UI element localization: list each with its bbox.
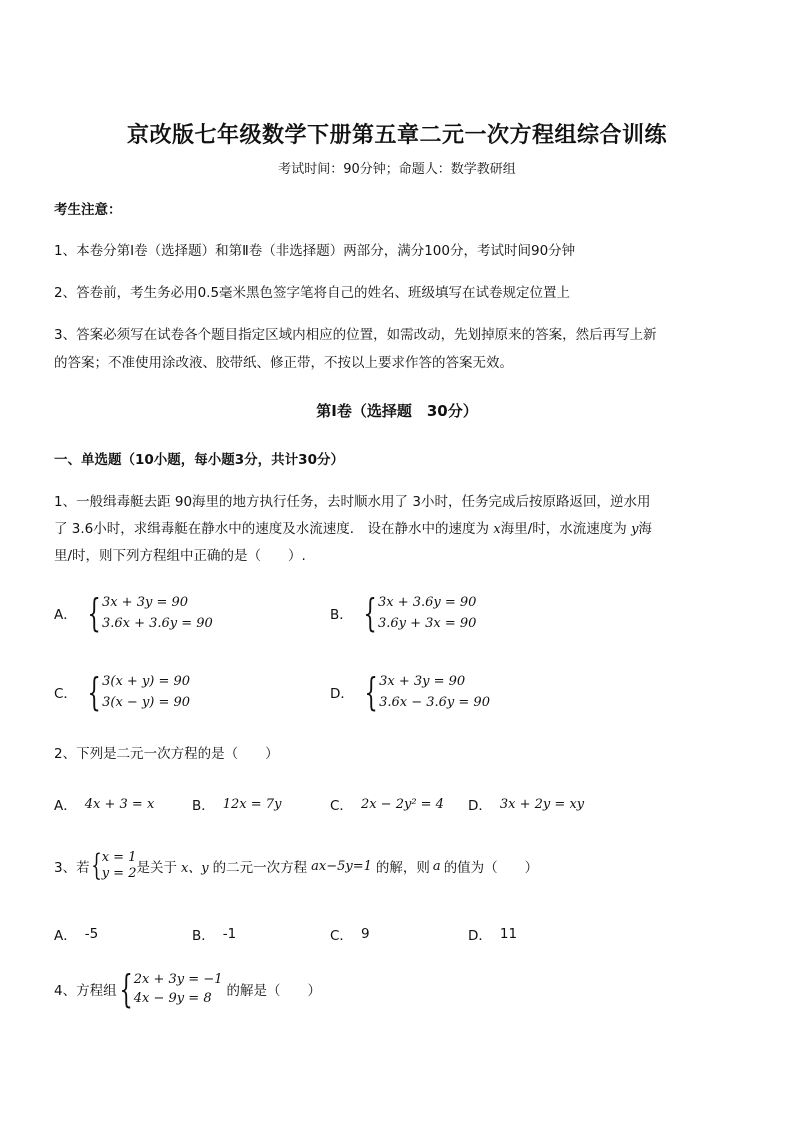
q1-option-a-eq2: 3.6x + 3.6y = 90 — [101, 616, 213, 631]
q1-line-2 — [54, 515, 744, 544]
q2-option-c-eq: 2x − 2y² = 4 — [360, 796, 444, 812]
q3-equation: ax−5y=1 — [311, 858, 372, 874]
exam-info: 考试时间：90分钟；命题人：数学教研组 — [278, 162, 516, 177]
q1-option-c[interactable] — [54, 671, 190, 713]
notice-item-1: 1、本卷分第Ⅰ卷（选择题）和第Ⅱ卷（非选择题）两部分，满分100分，考试时间90分钟 — [54, 243, 576, 259]
q1-line-2-text-c: 海 — [638, 521, 652, 537]
q1-option-a-eq1: 3x + 3y = 90 — [101, 595, 189, 610]
q3-option-b-label: B． — [192, 928, 215, 944]
q4-suffix: 的解是（ ） — [226, 983, 321, 999]
q1-option-b-system — [361, 592, 477, 634]
q4-prefix: 4、方程组 — [54, 983, 117, 999]
q4-eq1: 2x + 3y = −1 — [133, 972, 223, 987]
q3-option-a-value: -5 — [84, 926, 99, 942]
q1-option-b-eq2: 3.6y + 3x = 90 — [377, 616, 477, 631]
q1-line-1: 1、一般缉毒艇去距 90海里的地方执行任务，去时顺水用了 3小时，任务完成后按原路返回，逆水用 — [54, 494, 651, 510]
q1-option-d[interactable] — [330, 671, 490, 713]
q2-option-d[interactable] — [468, 794, 584, 814]
q3-text-a: 是关于 — [136, 860, 177, 876]
q1-option-b[interactable] — [330, 592, 476, 634]
q1-option-d-eq1: 3x + 3y = 90 — [379, 674, 466, 689]
q1-option-b-label: B． — [330, 607, 353, 623]
q2-option-a-label: A． — [54, 798, 77, 814]
q3-eq1: x = 1 — [101, 850, 137, 865]
page-title: 京改版七年级数学下册第五章二元一次方程组综合训练 — [126, 122, 667, 148]
q4-eq2: 4x − 9y = 8 — [133, 991, 212, 1006]
q2-option-d-label: D． — [468, 798, 492, 814]
q1-option-b-eq1: 3x + 3.6y = 90 — [377, 595, 477, 610]
notice-item-3: 3、答案必须写在试卷各个题目指定区域内相应的位置，如需改动，先划掉原来的答案，然后再写上新 — [54, 327, 657, 343]
notice-item-2: 2、答卷前，考生务必用0.5毫米黑色签字笔将自己的姓名、班级填写在试卷规定位置上 — [54, 285, 571, 301]
q2-option-d-eq: 3x + 2y = xy — [499, 796, 585, 812]
q3-text-d: 的值为（ ） — [443, 860, 539, 876]
q2-option-b[interactable] — [192, 794, 281, 814]
q2-option-a-eq: 4x + 3 = x — [84, 796, 155, 812]
q3-text-c: 的解，则 — [375, 860, 430, 876]
q3-option-b[interactable] — [192, 924, 236, 944]
brace-icon: { — [87, 670, 101, 714]
q3-option-d-value: 11 — [499, 926, 518, 942]
q3-option-b-value: -1 — [222, 926, 237, 942]
q3-option-d-label: D． — [468, 928, 492, 944]
q4-system — [117, 967, 223, 1011]
q3-option-c-label: C． — [330, 928, 353, 944]
q2-stem: 2、下列是二元一次方程的是（ ） — [54, 746, 279, 762]
q3-option-c[interactable] — [330, 924, 370, 944]
q3-vars: x、y — [180, 860, 209, 876]
q3-option-d[interactable] — [468, 924, 517, 944]
q2-option-c[interactable] — [330, 794, 444, 814]
q1-var-y: y — [631, 522, 639, 537]
brace-icon: { — [364, 670, 378, 714]
q3-prefix: 3、若 — [54, 860, 90, 876]
brace-icon: { — [90, 848, 102, 883]
q1-line-2-text: 了 3.6小时，求缉毒艇在静水中的速度及水流速度． 设在静水中的速度为 — [54, 521, 490, 537]
q3-option-c-value: 9 — [360, 926, 370, 942]
brace-icon: { — [119, 967, 133, 1011]
q1-option-d-label: D． — [330, 686, 354, 702]
q3-stem — [54, 850, 538, 882]
notice-item-3-cont: 的答案；不准使用涂改液、胶带纸、修正带，不按以上要求作答的答案无效。 — [54, 355, 513, 371]
q1-option-c-label: C． — [54, 686, 77, 702]
q1-line-3: 里/时，则下列方程组中正确的是（ ）. — [54, 548, 306, 564]
q1-option-a-system — [85, 592, 213, 634]
q3-var-a: a — [432, 858, 441, 874]
q1-option-a-label: A． — [54, 607, 77, 623]
q1-var-x: x — [493, 522, 501, 537]
brace-icon: { — [87, 591, 101, 635]
q2-option-b-eq: 12x = 7y — [222, 796, 282, 812]
q3-option-a-label: A． — [54, 928, 77, 944]
q1-option-d-system — [362, 671, 490, 713]
q1-line-2-text-b: 海里/时，水流速度为 — [500, 521, 627, 537]
q1-option-d-eq2: 3.6x − 3.6y = 90 — [379, 695, 490, 710]
q1-option-a[interactable] — [54, 592, 213, 634]
brace-icon: { — [363, 591, 377, 635]
q3-text-b: 的二元一次方程 — [212, 860, 308, 876]
q3-system — [90, 850, 137, 882]
q1-option-c-eq1: 3(x + y) = 90 — [102, 674, 191, 689]
part-heading: 一、单选题（10小题，每小题3分，共计30分） — [54, 452, 344, 468]
q2-option-b-label: B． — [192, 798, 215, 814]
notice-heading: 考生注意： — [54, 202, 122, 218]
q1-option-c-system — [85, 671, 190, 713]
q2-option-a[interactable] — [54, 794, 154, 814]
section-title: 第Ⅰ卷（选择题 30分） — [316, 402, 478, 420]
q3-eq2: y = 2 — [101, 866, 137, 881]
q1-option-c-eq2: 3(x − y) = 90 — [102, 695, 191, 710]
q4-stem — [54, 967, 321, 1011]
q3-option-a[interactable] — [54, 924, 98, 944]
q2-option-c-label: C． — [330, 798, 353, 814]
